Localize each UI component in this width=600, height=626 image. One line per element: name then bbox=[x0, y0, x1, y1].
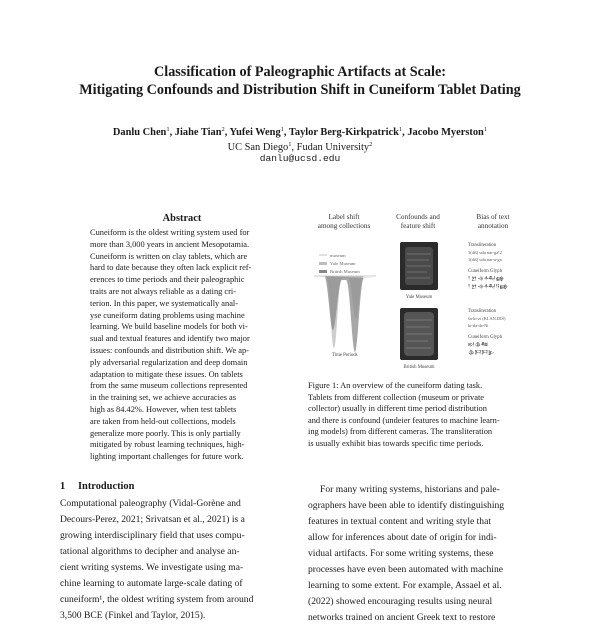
abstract-line: ply adversarial regularization and deep domain bbox=[90, 357, 248, 367]
caption-line: is usually exhibit bias towards specific time periods. bbox=[308, 438, 484, 448]
abstract-line: from the same museum collections represented bbox=[90, 381, 248, 391]
body-line: vidual artifacts. For some writing systems, these bbox=[308, 548, 494, 559]
abstract-line: issues: confounds and distribution shift. We ap- bbox=[90, 345, 249, 355]
author-name: Yufei Weng bbox=[229, 127, 281, 138]
curve-british bbox=[316, 276, 374, 352]
translit-line: ki-da-da-Ni bbox=[468, 323, 489, 328]
abstract-line: learning. We build baseline models for both vi- bbox=[90, 322, 248, 332]
author-affil-mark: 1 bbox=[483, 126, 488, 133]
section-number: 1 bbox=[60, 481, 66, 492]
glyph-heading: Cuneiform Glyph bbox=[468, 335, 502, 340]
abstract-line: in the training set, we achieve accuracies as bbox=[90, 393, 237, 403]
abstract-line: erences to time periods and their paleographic bbox=[90, 275, 245, 285]
panel1-title: Label shift bbox=[328, 213, 360, 221]
caption-line: Tablets from different collection (museum or private bbox=[308, 392, 485, 402]
translit-line: 1(diš) udu nar-a-ga bbox=[468, 257, 502, 262]
panel3-title: Bias of text bbox=[476, 213, 510, 221]
body-line: networks trained on ancient Greek text to restore bbox=[308, 612, 496, 623]
legend-swatch bbox=[319, 254, 327, 256]
intro-body bbox=[60, 496, 296, 624]
glyph-heading: Cuneiform Glyph bbox=[468, 269, 502, 274]
caption-line: and there is confound (undeier features to machine learn- bbox=[308, 415, 500, 425]
abstract-line: mitigated by robust learning techniques, high- bbox=[90, 440, 245, 450]
figure-1 bbox=[308, 208, 544, 376]
figure-caption bbox=[308, 380, 544, 450]
body-line: (2022) showed encouraging results using neural bbox=[308, 596, 493, 607]
abstract-heading: Abstract bbox=[162, 213, 202, 224]
affiliation-1: UC San Diego bbox=[227, 142, 289, 153]
label-shift-plot bbox=[314, 253, 376, 358]
tablet-photos bbox=[400, 242, 438, 370]
author-affil-mark: 1 bbox=[398, 126, 403, 133]
abstract-line: Cuneiform is written on clay tablets, which are bbox=[90, 251, 248, 261]
body-line: processes have even been automated with machine bbox=[308, 564, 503, 575]
panel2-subtitle: feature shift bbox=[400, 222, 436, 230]
legend-label: British Museum bbox=[330, 269, 360, 274]
translit-line: 1(diš) udu nar-ga!2 bbox=[468, 250, 502, 255]
translit-heading: Transliteration bbox=[468, 309, 497, 314]
glyph-line: 𒁹 𒇻 𒈾𒅈𒀀𒂵 bbox=[468, 285, 509, 290]
author-affil-mark: 1 bbox=[166, 126, 170, 133]
tablet-british-label: British Museum bbox=[403, 365, 435, 370]
abstract-line: yse cuneiform dating problems using machine bbox=[90, 310, 245, 320]
abstract-line: hard to date because they often lack explicit ref- bbox=[90, 263, 252, 273]
intro-line: Computational paleography (Vidal-Gorène and bbox=[60, 498, 241, 509]
translit-line: ša-ki-zi (KI.AN.DIŠ) bbox=[468, 316, 506, 321]
abstract-line: traits are not always reliable as a dating cri- bbox=[90, 286, 237, 296]
caption-line: Figure 1: An overview of the cuneiform dating task. bbox=[308, 381, 483, 390]
author-name: Danlu Chen bbox=[112, 127, 167, 138]
abstract-line: Cuneiform is the oldest writing system used for bbox=[90, 228, 250, 237]
abstract-line: generalize more poorly. This is only partially bbox=[90, 428, 241, 438]
affil-separator: , bbox=[291, 142, 297, 153]
body-line: features in textual content and writing style that bbox=[308, 516, 492, 527]
legend-swatch bbox=[319, 262, 327, 265]
abstract-line: are taken from held-out collections, models bbox=[90, 416, 236, 426]
body-line: ographers have been able to identify distinguishing bbox=[308, 500, 505, 511]
intro-line: cuneiform¹, the oldest writing system from around bbox=[60, 594, 254, 605]
right-column-body bbox=[308, 482, 544, 626]
curve-yale bbox=[316, 276, 374, 348]
panel2-title: Confounds and bbox=[396, 213, 440, 221]
abstract-line: more than 3,000 years in ancient Mesopotamia. bbox=[90, 239, 250, 249]
title-line-1: Classification of Paleographic Artifacts at Scale: bbox=[154, 64, 446, 80]
caption-line: collector) usually in different time period distribution bbox=[308, 404, 487, 414]
glyph-line: 𒊭𒆠𒍣 bbox=[468, 343, 489, 348]
intro-line: growing interdisciplinary field that uses compu- bbox=[60, 530, 245, 541]
body-line: For many writing systems, historians and pale- bbox=[320, 484, 500, 495]
abstract-line: sual and textual features and identify two major bbox=[90, 334, 250, 344]
intro-line: chine learning to automate large-scale dating of bbox=[60, 578, 243, 589]
glyph-line: 𒁹 𒇻 𒈾𒅈𒂵 bbox=[468, 277, 505, 282]
legend-swatch bbox=[319, 270, 327, 273]
translit-heading: Transliteration bbox=[468, 243, 497, 248]
abstract-line: high as 84.42%. However, when test tablets bbox=[90, 404, 237, 414]
abstract-line: terion. In this paper, we systematically anal- bbox=[90, 298, 239, 308]
panel3-subtitle: annotation bbox=[477, 222, 509, 230]
affil-mark: 1 bbox=[288, 141, 292, 148]
intro-line: 3,500 BCE (Finkel and Taylor, 2015). bbox=[60, 610, 206, 621]
abstract-body bbox=[90, 227, 274, 463]
x-axis-label: Time Periods bbox=[332, 353, 358, 358]
glyph-line: 𒆠𒁕𒁕𒉌 bbox=[468, 351, 495, 356]
author-name: Jacobo Myerston bbox=[407, 127, 484, 138]
intro-line: Decours-Perez, 2021; Srivatsan et al., 2021) is a bbox=[60, 514, 245, 525]
author-list: Danlu Chen$^1$, Jiahe Tian$^2$, Yufei Weng$^1$, Taylor Berg-Kirkpatrick$^1$, Jacobo Myerston$^1$ bbox=[112, 126, 488, 138]
intro-line: tational algorithms to decipher and analyse an- bbox=[60, 546, 240, 557]
annotation-bias-panel bbox=[468, 243, 508, 356]
affil-mark: 2 bbox=[369, 141, 373, 148]
author-affil-mark: 2 bbox=[221, 126, 225, 133]
affiliation-2: Fudan University bbox=[296, 142, 370, 153]
author-email[interactable]: danlu@ucsd.edu bbox=[259, 153, 341, 164]
title-line-2: Mitigating Confounds and Distribution Shift in Cuneiform Tablet Dating bbox=[79, 81, 521, 98]
body-line: allow for inferences about date of origin for indi- bbox=[308, 532, 497, 543]
author-affil-mark: 1 bbox=[280, 126, 284, 133]
legend-label: museum bbox=[330, 253, 346, 258]
abstract-line: adaptation to mitigate these issues. On tablets bbox=[90, 369, 243, 379]
body-line: learning to some extent. For example, Assael et al. bbox=[308, 580, 502, 591]
paper-title bbox=[40, 64, 560, 99]
abstract-line: lighting important challenges for future work. bbox=[90, 452, 244, 462]
author-name: Taylor Berg-Kirkpatrick bbox=[288, 127, 399, 138]
caption-line: ing models) from different cameras. The transliteration bbox=[308, 427, 493, 437]
intro-line: cient writing systems. We investigate using ma- bbox=[60, 562, 244, 573]
section-title: Introduction bbox=[78, 481, 135, 492]
author-name: Jiahe Tian bbox=[174, 127, 222, 138]
panel1-subtitle: among collections bbox=[317, 222, 371, 230]
legend-label: Yale Museum bbox=[330, 261, 356, 266]
section-heading bbox=[60, 481, 134, 492]
tablet-yale-label: Yale Museum bbox=[405, 295, 433, 300]
